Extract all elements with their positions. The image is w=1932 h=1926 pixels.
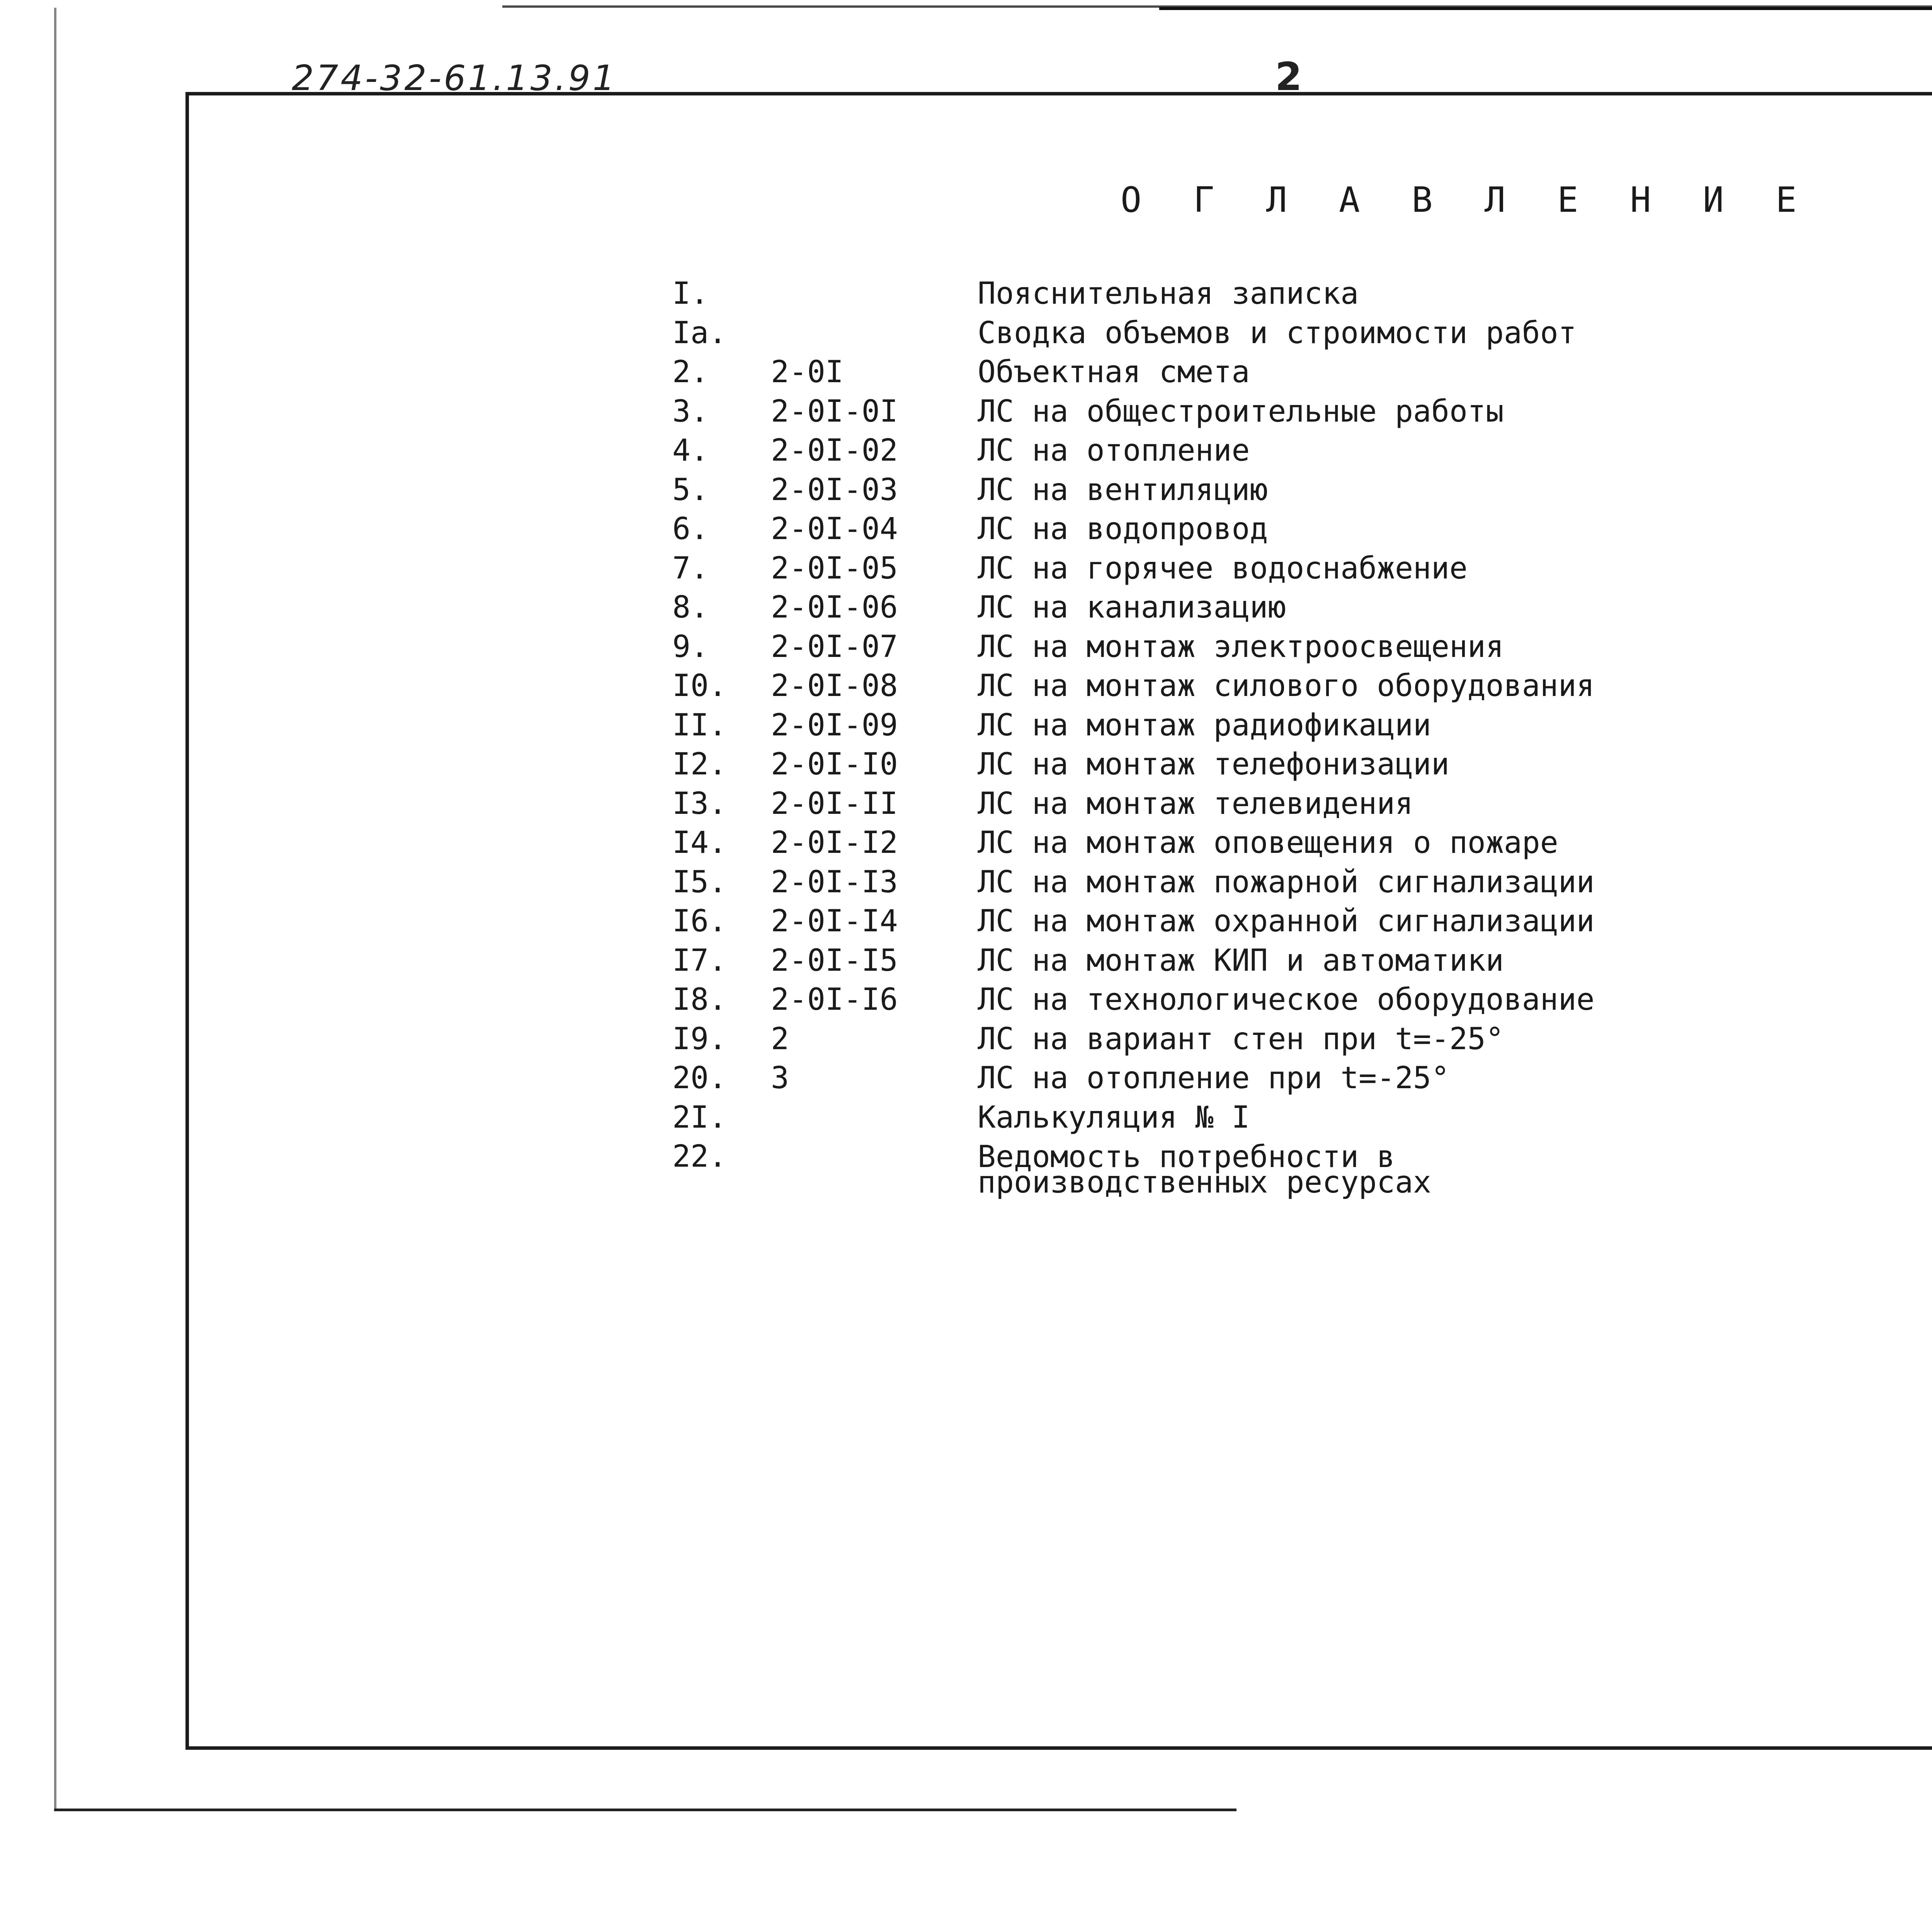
document-code: 274-32-61.13.91 — [292, 58, 617, 99]
toc-row — [672, 628, 1932, 667]
toc-item-number: 8. — [672, 590, 709, 625]
toc-item-description: Калькуляция № I — [978, 1100, 1250, 1135]
toc-item-number: 9. — [672, 629, 709, 664]
toc-item-description: Объектная смета — [978, 355, 1250, 390]
toc-item-number: I3. — [672, 786, 727, 821]
toc-row — [672, 392, 1932, 432]
toc-item-description-line2: производственных ресурсах — [978, 1165, 1431, 1200]
toc-item-code: 2-0I-03 — [771, 472, 898, 507]
toc-item-description: ЛС на монтаж оповещения о пожаре — [978, 825, 1558, 860]
toc-item-code: 2-0I — [771, 355, 844, 390]
toc-item-number: 6. — [672, 512, 709, 546]
toc-item-code: 2-0I-I4 — [771, 904, 898, 939]
toc-item-description: ЛС на монтаж силового оборудования — [978, 669, 1595, 703]
toc-item-number: I8. — [672, 982, 727, 1017]
toc-row — [672, 706, 1932, 745]
toc-item-number: 3. — [672, 394, 709, 429]
toc-row — [672, 471, 1932, 510]
toc-row — [672, 431, 1932, 471]
toc-row — [672, 745, 1932, 784]
toc-row — [672, 353, 1932, 392]
toc-row — [672, 314, 1932, 353]
toc-item-description: ЛС на монтаж телевидения — [978, 786, 1413, 821]
toc-item-description: ЛС на технологическое оборудование — [978, 982, 1595, 1017]
toc-item-description: Пояснительная записка — [978, 276, 1359, 311]
toc-item-number: 2. — [672, 355, 709, 390]
toc-item-number: I6. — [672, 904, 727, 939]
toc-item-description — [978, 1140, 1431, 1200]
toc-item-code: 2 — [771, 1021, 789, 1057]
toc-item-description: ЛС на водопровод — [978, 512, 1268, 546]
toc-item-code: 2-0I-II — [771, 786, 898, 821]
toc-row — [672, 510, 1932, 549]
toc-item-code: 2-0I-07 — [771, 629, 898, 664]
toc-item-number: I2. — [672, 747, 727, 782]
toc-item-code: 2-0I-08 — [771, 669, 898, 703]
toc-item-code: 2-0I-04 — [771, 512, 898, 546]
toc-item-description: ЛС на общестроительные работы — [978, 394, 1504, 429]
toc-item-description-line1: Ведомость потребности в — [978, 1140, 1395, 1174]
page-title: О Г Л А В Л Е Н И Е — [1121, 180, 1812, 220]
toc-item-code: 2-0I-I6 — [771, 982, 898, 1017]
toc-item-description: ЛС на монтаж телефонизации — [978, 747, 1449, 782]
toc-item-description: ЛС на монтаж радиофикации — [978, 708, 1431, 743]
toc-item-number: 4. — [672, 433, 709, 468]
toc-item-number: Iа. — [672, 315, 727, 350]
toc-item-description: ЛС на монтаж охранной сигнализации — [978, 904, 1595, 939]
page-number: 2 — [1275, 54, 1302, 99]
toc-item-description: ЛС на монтаж пожарной сигнализации — [978, 864, 1595, 900]
toc-item-number: 22. — [672, 1139, 727, 1174]
toc-item-code: 3 — [771, 1061, 789, 1096]
toc-item-description: ЛС на горячее водоснабжение — [978, 551, 1468, 586]
toc-item-code: 2-0I-05 — [771, 551, 898, 586]
toc-item-code: 2-0I-I5 — [771, 943, 898, 978]
toc-row — [672, 588, 1932, 628]
toc-row — [672, 1020, 1932, 1059]
toc-row — [672, 941, 1932, 981]
toc-row — [672, 667, 1932, 706]
scan-edge-left — [54, 8, 56, 1810]
toc-item-description: ЛС на канализацию — [978, 590, 1286, 625]
toc-item-code: 2-0I-02 — [771, 433, 898, 468]
toc-item-number: I7. — [672, 943, 727, 978]
toc-item-description: ЛС на монтаж КИП и автоматики — [978, 943, 1504, 978]
toc-row — [672, 902, 1932, 941]
toc-row — [672, 1059, 1932, 1098]
toc-item-code: 2-0I-06 — [771, 590, 898, 625]
toc-item-description: Сводка объемов и строимости работ — [978, 315, 1577, 350]
toc-item-code: 2-0I-I2 — [771, 825, 898, 860]
toc-item-number: I9. — [672, 1021, 727, 1057]
toc-item-code: 2-0I-I0 — [771, 747, 898, 782]
scan-edge-bottom — [54, 1809, 1236, 1811]
toc-row — [672, 1098, 1932, 1138]
toc-item-code: 2-0I-09 — [771, 708, 898, 743]
toc-item-number: 7. — [672, 551, 709, 586]
toc-item-description: ЛС на отопление — [978, 433, 1250, 468]
scan-edge-top-dark — [1159, 7, 1932, 10]
toc-item-number: II. — [672, 708, 727, 743]
table-of-contents — [672, 274, 1932, 1200]
toc-item-description: ЛС на отопление при t=-25° — [978, 1061, 1449, 1096]
toc-item-description: ЛС на вентиляцию — [978, 472, 1268, 507]
toc-item-code: 2-0I-I3 — [771, 864, 898, 900]
toc-item-description: ЛС на монтаж электроосвещения — [978, 629, 1504, 664]
toc-item-number: I0. — [672, 669, 727, 703]
toc-item-number: I4. — [672, 825, 727, 860]
toc-row — [672, 784, 1932, 824]
toc-item-number: 20. — [672, 1061, 727, 1096]
toc-item-number: I. — [672, 276, 709, 311]
toc-item-number: 2I. — [672, 1100, 727, 1135]
toc-item-number: I5. — [672, 864, 727, 900]
toc-item-description: ЛС на вариант стен при t=-25° — [978, 1021, 1504, 1057]
toc-row — [672, 549, 1932, 589]
toc-item-number: 5. — [672, 472, 709, 507]
toc-row — [672, 274, 1932, 314]
toc-item-code: 2-0I-0I — [771, 394, 898, 429]
toc-row — [672, 1137, 1932, 1200]
toc-row — [672, 823, 1932, 863]
toc-row — [672, 863, 1932, 902]
toc-row — [672, 980, 1932, 1020]
